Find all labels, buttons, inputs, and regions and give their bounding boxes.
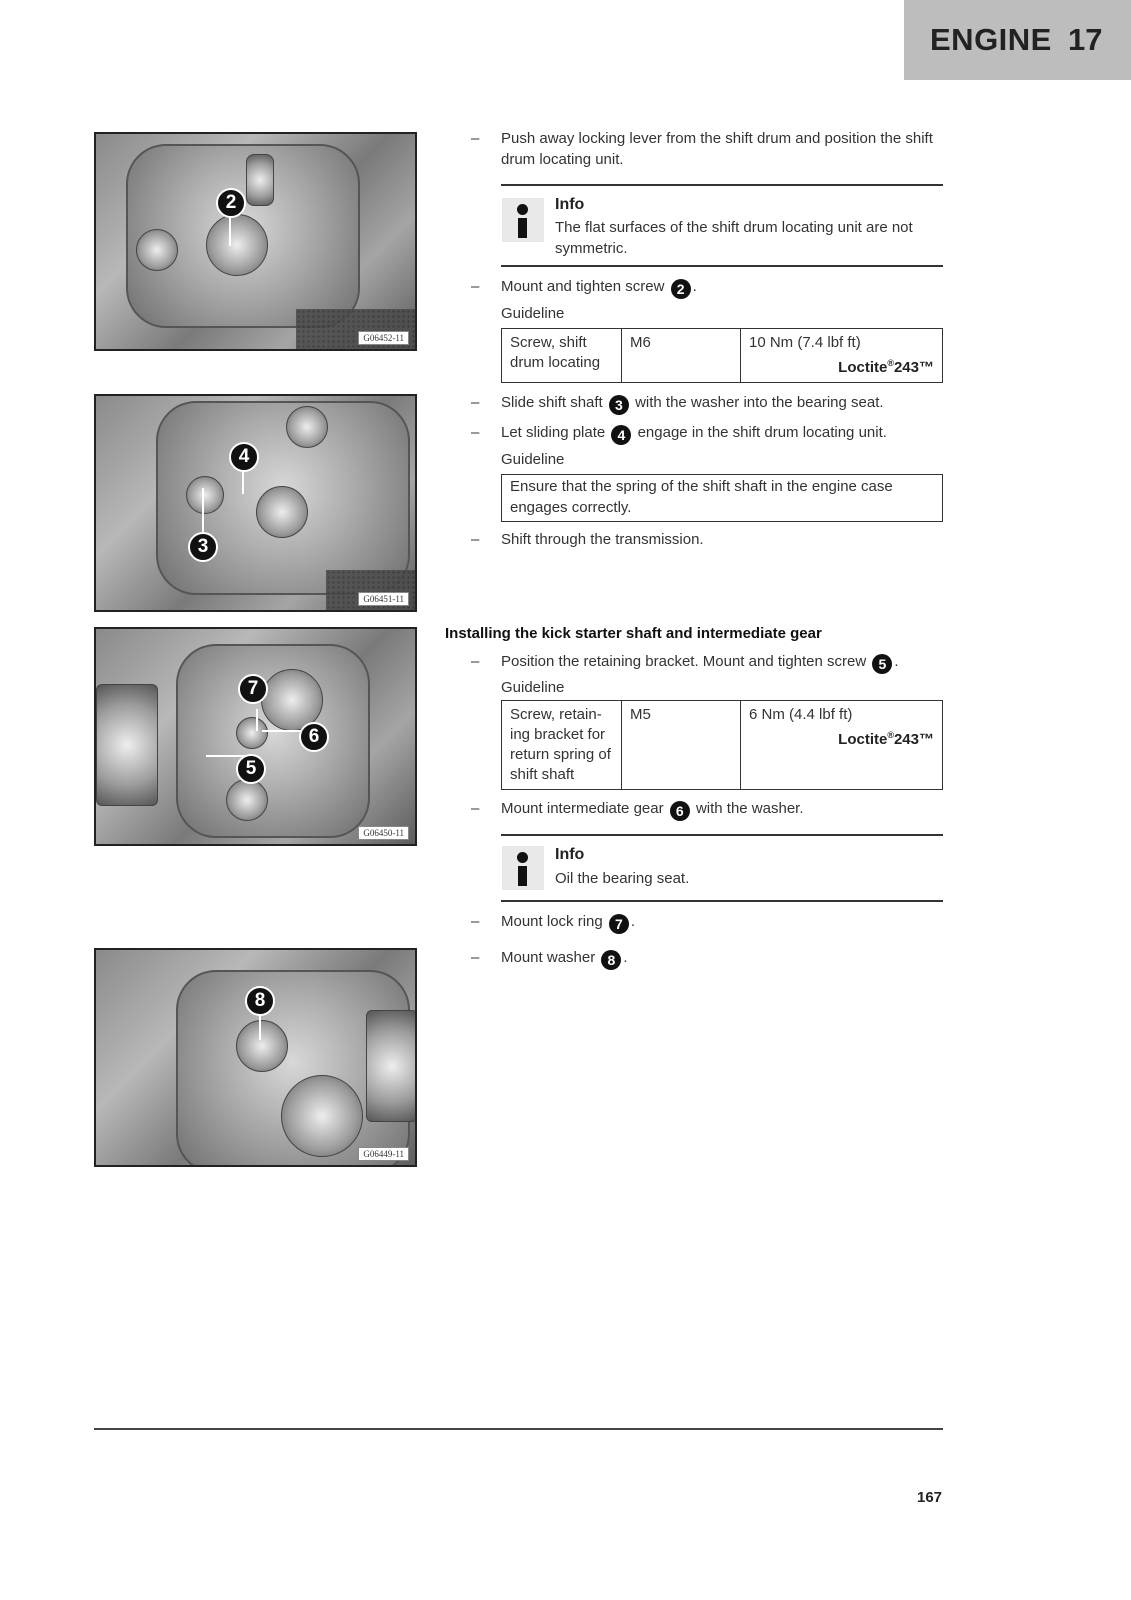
figure-code: G06450-11 bbox=[358, 826, 409, 840]
chapter-number: 17 bbox=[1068, 22, 1103, 57]
callout-3: 3 bbox=[188, 532, 218, 562]
spec-part: Screw, shift drum locating bbox=[502, 329, 622, 383]
figure-shift-shaft bbox=[94, 394, 417, 612]
callout-2: 2 bbox=[216, 188, 246, 218]
info-icon bbox=[502, 198, 544, 242]
figure-shift-drum bbox=[94, 132, 417, 351]
spec-loctite: Loctite®243™ bbox=[838, 358, 934, 376]
spec-table-retaining-bracket-screw bbox=[501, 700, 943, 790]
spec-thread: M6 bbox=[622, 329, 741, 383]
figure-washer bbox=[94, 948, 417, 1167]
callout-ref: 7 bbox=[609, 914, 629, 934]
info-box bbox=[501, 184, 943, 267]
figure-code: G06452-11 bbox=[358, 331, 409, 345]
figure-code: G06451-11 bbox=[358, 592, 409, 606]
callout-ref: 8 bbox=[601, 950, 621, 970]
spec-torque: 10 Nm (7.4 lbf ft) bbox=[749, 334, 861, 351]
callout-6: 6 bbox=[299, 722, 329, 752]
guideline-label: Guideline bbox=[501, 679, 565, 696]
guideline-box: Ensure that the spring of the shift shaft in the engine case engages correctly. bbox=[501, 474, 943, 522]
info-box bbox=[501, 834, 943, 902]
figure-intermediate-gear bbox=[94, 627, 417, 846]
callout-ref: 6 bbox=[670, 801, 690, 821]
callout-5: 5 bbox=[236, 754, 266, 784]
section-heading: Installing the kick starter shaft and intermediate gear bbox=[445, 625, 822, 642]
spec-torque: 6 Nm (4.4 lbf ft) bbox=[749, 706, 853, 723]
callout-ref: 2 bbox=[671, 279, 691, 299]
callout-4: 4 bbox=[229, 442, 259, 472]
figure-code: G06449-11 bbox=[358, 1147, 409, 1161]
info-text: The flat surfaces of the shift drum locating unit are not symmetric. bbox=[555, 219, 913, 257]
guideline-label: Guideline bbox=[501, 451, 565, 468]
callout-ref: 5 bbox=[872, 654, 892, 674]
callout-8: 8 bbox=[245, 986, 275, 1016]
page-number: 167 bbox=[917, 1489, 943, 1506]
info-icon bbox=[502, 846, 544, 890]
spec-table-shift-drum-screw bbox=[501, 328, 943, 383]
spec-thread: M5 bbox=[622, 701, 741, 790]
info-title: Info bbox=[555, 196, 585, 213]
spec-loctite: Loctite®243™ bbox=[838, 730, 934, 748]
spec-part: Screw, retain-ing bracket for return spring of shift shaft bbox=[502, 701, 622, 790]
callout-7: 7 bbox=[238, 674, 268, 704]
info-text: Oil the bearing seat. bbox=[555, 870, 690, 887]
footer-divider bbox=[94, 1428, 943, 1430]
chapter-title: ENGINE bbox=[930, 22, 1052, 57]
callout-ref: 3 bbox=[609, 395, 629, 415]
callout-ref: 4 bbox=[611, 425, 631, 445]
info-title: Info bbox=[555, 846, 585, 863]
guideline-label: Guideline bbox=[501, 305, 565, 322]
